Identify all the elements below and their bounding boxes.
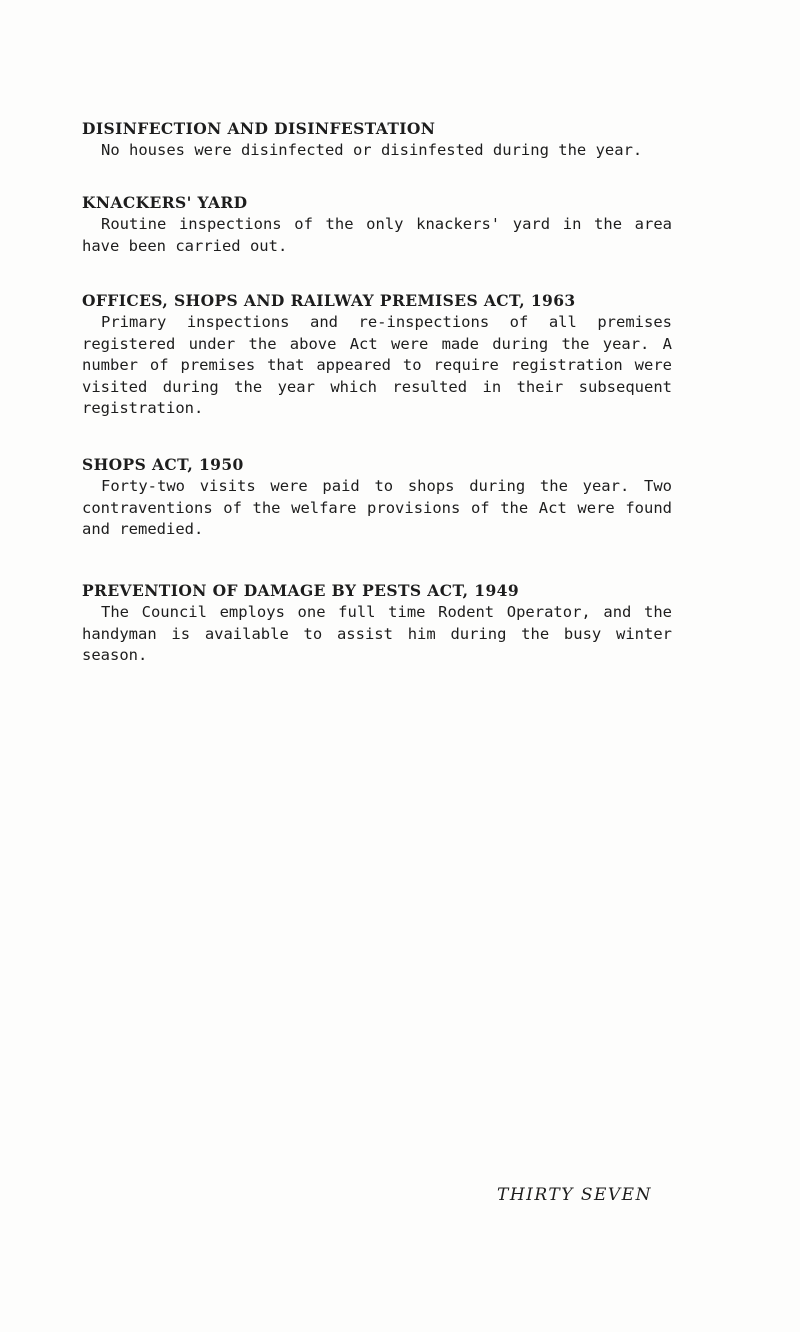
section-heading: DISINFECTION AND DISINFESTATION (82, 119, 436, 138)
section-paragraph: Forty-two visits were paid to shops during the year. Two contraventions of the welfare provisions of the Act were found and remedied. (82, 477, 672, 538)
section-heading: SHOPS ACT, 1950 (82, 455, 244, 474)
section-knackers-yard (82, 192, 672, 257)
section-disinfection (82, 118, 672, 162)
page-number-label: THIRTY SEVEN (497, 1185, 652, 1205)
section-paragraph: Routine inspections of the only knackers' yard in the area have been carried out. (82, 215, 672, 255)
section-heading: KNACKERS' YARD (82, 193, 248, 212)
section-heading: PREVENTION OF DAMAGE BY PESTS ACT, 1949 (82, 581, 520, 600)
section-paragraph: No houses were disinfected or disinfested during the year. (101, 141, 643, 159)
section-paragraph: Primary inspections and re-inspections of all premises registered under the above Act were made during the year. A number of premises that appeared to require registration were visited during the year which resulted in their subsequent registration. (82, 313, 672, 417)
section-offices-shops-railway (82, 290, 672, 420)
section-pests-act (82, 580, 672, 667)
section-paragraph: The Council employs one full time Rodent Operator, and the handyman is available to assist him during the busy winter season. (82, 603, 672, 664)
section-shops-act (82, 454, 672, 541)
section-heading: OFFICES, SHOPS AND RAILWAY PREMISES ACT, 1963 (82, 291, 576, 310)
